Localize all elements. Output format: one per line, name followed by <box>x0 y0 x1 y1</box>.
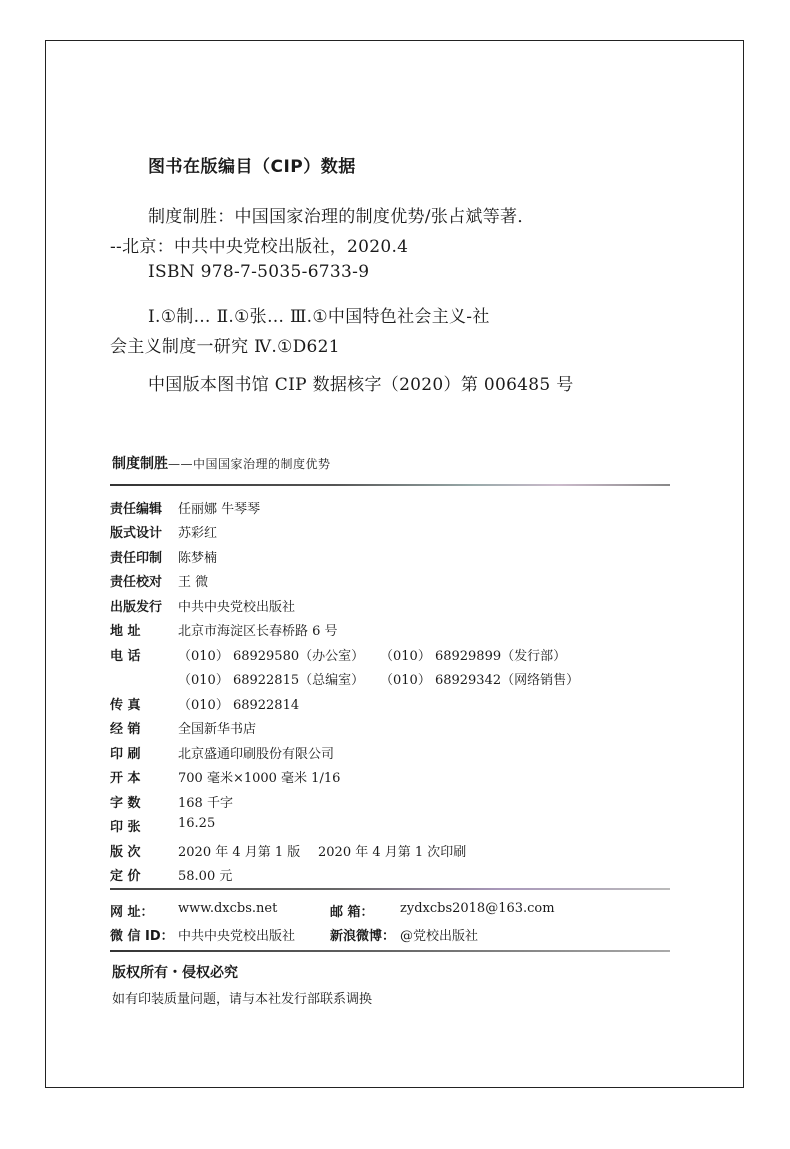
cip-line-5: 会主义制度一研究 Ⅳ.①D621 <box>110 337 340 357</box>
footer-weibo-value: @党校出版社 <box>400 929 479 944</box>
cip-title: 图书在版编目（CIP）数据 <box>148 157 356 177</box>
cip-line-3: ISBN 978-7-5035-6733-9 <box>148 262 370 282</box>
credit-value-word-count: 168 千字 <box>178 796 233 811</box>
footer-mail-link[interactable]: zydxcbs2018@163.com <box>400 901 555 916</box>
credit-label-printer: 印 刷 <box>110 747 141 762</box>
cip-line-2: --北京：中共中央党校出版社，2020.4 <box>110 237 409 257</box>
book-subtitle: ——中国国家治理的制度优势 <box>168 457 331 471</box>
credit-value-editor: 任丽娜 牛琴琴 <box>178 502 261 517</box>
credit-value-printing: 2020 年 4 月第 1 次印刷 <box>318 845 467 860</box>
divider-middle <box>110 888 670 890</box>
credit-value-format: 700 毫米×1000 毫米 1/16 <box>178 771 341 786</box>
cip-line-1: 制度制胜：中国国家治理的制度优势/张占斌等著． <box>148 207 535 227</box>
credit-label-proofreader: 责任校对 <box>110 575 163 590</box>
credit-label-address: 地 址 <box>110 624 141 639</box>
credit-value-phone-office: （010） 68929580（办公室） <box>178 649 365 664</box>
credit-label-word-count: 字 数 <box>110 796 141 811</box>
copyright-notice: 版权所有・侵权必究 <box>112 965 238 981</box>
credit-label-phone: 电 话 <box>110 649 141 664</box>
quality-notice: 如有印装质量问题，请与本社发行部联系调换 <box>112 992 373 1007</box>
footer-wechat-label: 微 信 ID： <box>110 929 174 944</box>
credit-label-price: 定 价 <box>110 869 141 884</box>
credit-label-fax: 传 真 <box>110 698 141 713</box>
credit-value-phone-distribution: （010） 68929899（发行部） <box>380 649 567 664</box>
footer-web-label: 网 址： <box>110 905 154 920</box>
credit-label-editor: 责任编辑 <box>110 502 163 517</box>
credit-value-edition: 2020 年 4 月第 1 版 <box>178 845 301 860</box>
credit-value-layout: 苏彩红 <box>178 526 218 541</box>
credit-value-phone-editorial: （010） 68922815（总编室） <box>178 673 365 688</box>
footer-wechat-value: 中共中央党校出版社 <box>178 929 296 944</box>
footer-weibo-label: 新浪微博： <box>330 929 396 944</box>
credit-label-layout: 版式设计 <box>110 526 163 541</box>
book-title <box>112 453 331 473</box>
credit-value-proofreader: 王 微 <box>178 575 209 590</box>
footer-mail-label: 邮 箱： <box>330 905 374 920</box>
book-title-main: 制度制胜 <box>112 456 168 472</box>
credit-label-distributor: 经 销 <box>110 722 141 737</box>
cip-line-4: Ⅰ.①制… Ⅱ.①张… Ⅲ.①中国特色社会主义-社 <box>148 307 490 327</box>
credit-value-publisher: 中共中央党校出版社 <box>178 600 296 615</box>
credit-value-printing-manager: 陈梦楠 <box>178 551 218 566</box>
credit-value-sheets: 16.25 <box>178 816 216 831</box>
credit-value-printer: 北京盛通印刷股份有限公司 <box>178 747 335 762</box>
footer-web-link[interactable]: www.dxcbs.net <box>178 901 278 916</box>
credit-label-publisher: 出版发行 <box>110 600 163 615</box>
credit-label-printing-manager: 责任印制 <box>110 551 163 566</box>
credit-label-sheets: 印 张 <box>110 820 141 835</box>
cip-line-6: 中国版本图书馆 CIP 数据核字（2020）第 006485 号 <box>148 375 574 395</box>
credit-value-phone-online-sales: （010） 68929342（网络销售） <box>380 673 580 688</box>
credit-label-edition: 版 次 <box>110 845 141 860</box>
credit-value-address: 北京市海淀区长春桥路 6 号 <box>178 624 338 639</box>
divider-bottom <box>110 950 670 952</box>
credit-value-fax: （010） 68922814 <box>178 698 300 713</box>
divider-top <box>110 484 670 486</box>
credit-value-price: 58.00 元 <box>178 869 233 884</box>
credit-value-distributor: 全国新华书店 <box>178 722 257 737</box>
credit-label-format: 开 本 <box>110 771 141 786</box>
